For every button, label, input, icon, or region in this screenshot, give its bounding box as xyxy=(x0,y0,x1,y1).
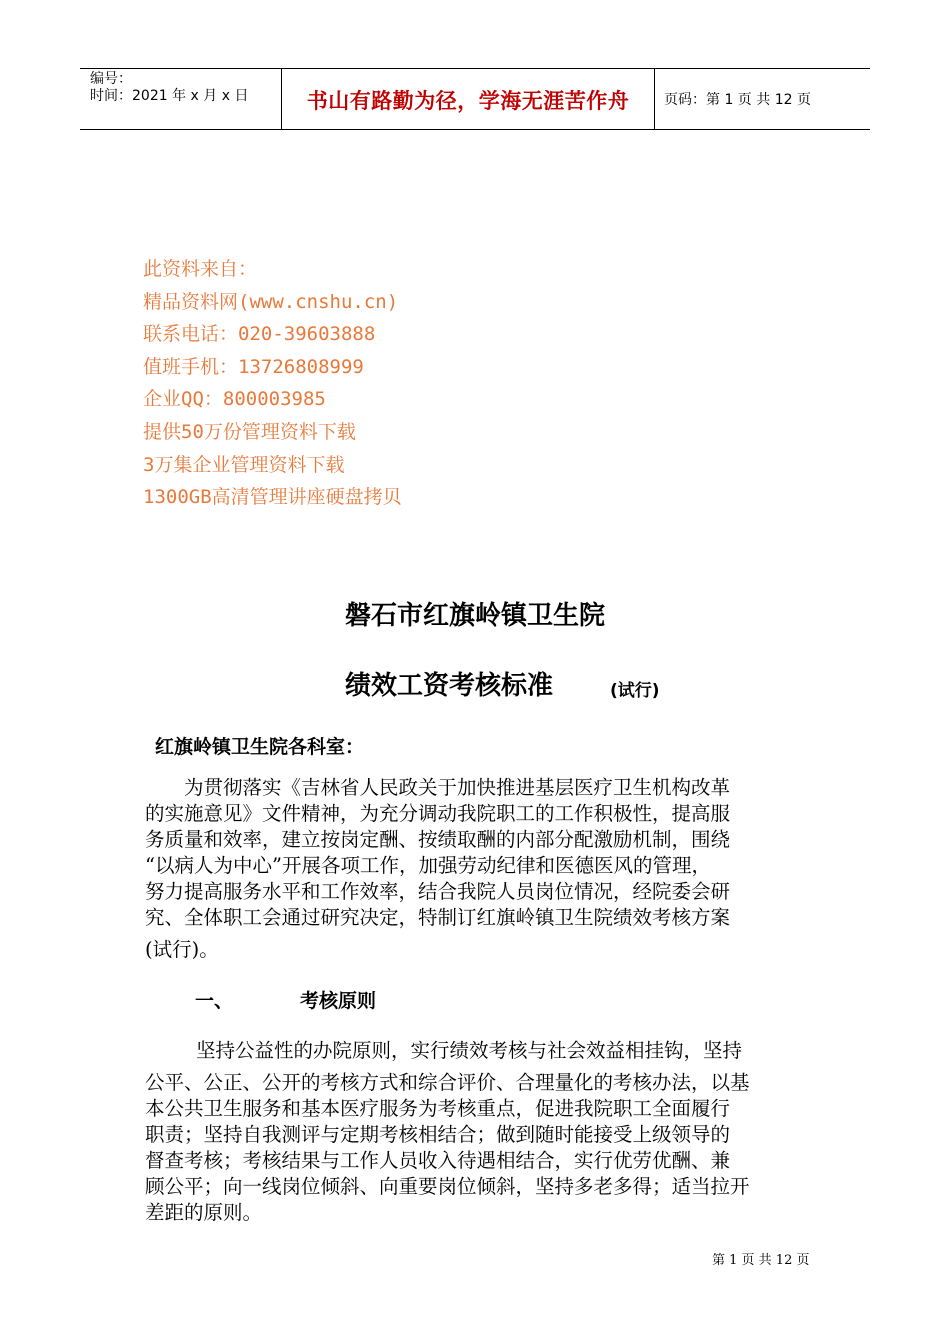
paragraph-line: 为贯彻落实《吉林省人民政关于加快推进基层医疗卫生机构改革 xyxy=(145,776,731,799)
paragraph-line: 差距的原则。 xyxy=(145,1201,263,1224)
paragraph-line: “以病人为中心”开展各项工作，加强劳动纪律和医德医风的管理， xyxy=(145,854,711,877)
paragraph-line: 努力提高服务水平和工作效率，结合我院人员岗位情况，经院委会研 xyxy=(145,880,731,903)
document-title: 磐石市红旗岭镇卫生院 xyxy=(344,601,605,631)
document-subtitle: 绩效工资考核标准 xyxy=(345,671,554,701)
header-divider xyxy=(654,69,655,129)
salutation: 红旗岭镇卫生院各科室： xyxy=(155,736,365,758)
paragraph-line: 公平、公正、公开的考核方式和综合评价、合理量化的考核办法，以基 xyxy=(145,1071,750,1094)
document-subtitle-note: (试行) xyxy=(610,681,660,701)
paragraph-line: 本公共卫生服务和基本医疗服务为考核重点，促进我院职工全面履行 xyxy=(145,1097,731,1120)
source-line: 企业QQ：800003985 xyxy=(143,388,326,411)
source-line: 值班手机：13726808999 xyxy=(143,355,364,378)
page-footer: 第 1 页 共 12 页 xyxy=(712,1253,810,1268)
paragraph-principles xyxy=(145,1070,810,1226)
header-meta xyxy=(90,71,248,105)
paragraph-line: 督查考核；考核结果与工作人员收入待遇相结合，实行优劳优酬、兼 xyxy=(145,1149,731,1172)
paragraph-line: (试行)。 xyxy=(145,938,219,961)
section-heading: 考核原则 xyxy=(300,990,377,1012)
paragraph-line: 职责；坚持自我测评与定期考核相结合；做到随时能接受上级领导的 xyxy=(145,1123,731,1146)
paragraph-line: 坚持公益性的办院原则，实行绩效考核与社会效益相挂钩，坚持 xyxy=(196,1039,743,1062)
paragraph-line: 究、全体职工会通过研究决定，特制订红旗岭镇卫生院绩效考核方案 xyxy=(145,906,731,929)
source-info-block xyxy=(143,253,402,514)
source-line: 3万集企业管理资料下载 xyxy=(143,453,345,476)
paragraph-line: 务质量和效率，建立按岗定酬、按绩取酬的内部分配激励机制，围绕 xyxy=(145,828,731,851)
source-line: 此资料来自： xyxy=(143,258,258,280)
header-page-number: 页码：第 1 页 共 12 页 xyxy=(664,92,811,108)
header-date: 时间：2021 年 x 月 x 日 xyxy=(90,88,249,104)
header-motto: 书山有路勤为径，学海无涯苦作舟 xyxy=(306,89,630,113)
source-line: 提供50万份管理资料下载 xyxy=(143,420,356,443)
paragraph-line: 的实施意见》文件精神，为充分调动我院职工的工作积极性，提高服 xyxy=(145,802,731,825)
header-number: 编号： xyxy=(90,71,132,87)
page-header xyxy=(80,68,870,130)
section-number: 一、 xyxy=(195,990,234,1012)
paragraph-line: 顾公平；向一线岗位倾斜、向重要岗位倾斜，坚持多老多得；适当拉开 xyxy=(145,1175,750,1198)
paragraph-intro xyxy=(145,775,810,931)
source-line: 精品资料网(www.cnshu.cn) xyxy=(143,290,399,313)
source-line: 1300GB高清管理讲座硬盘拷贝 xyxy=(143,486,402,509)
source-line: 联系电话：020-39603888 xyxy=(143,323,376,346)
